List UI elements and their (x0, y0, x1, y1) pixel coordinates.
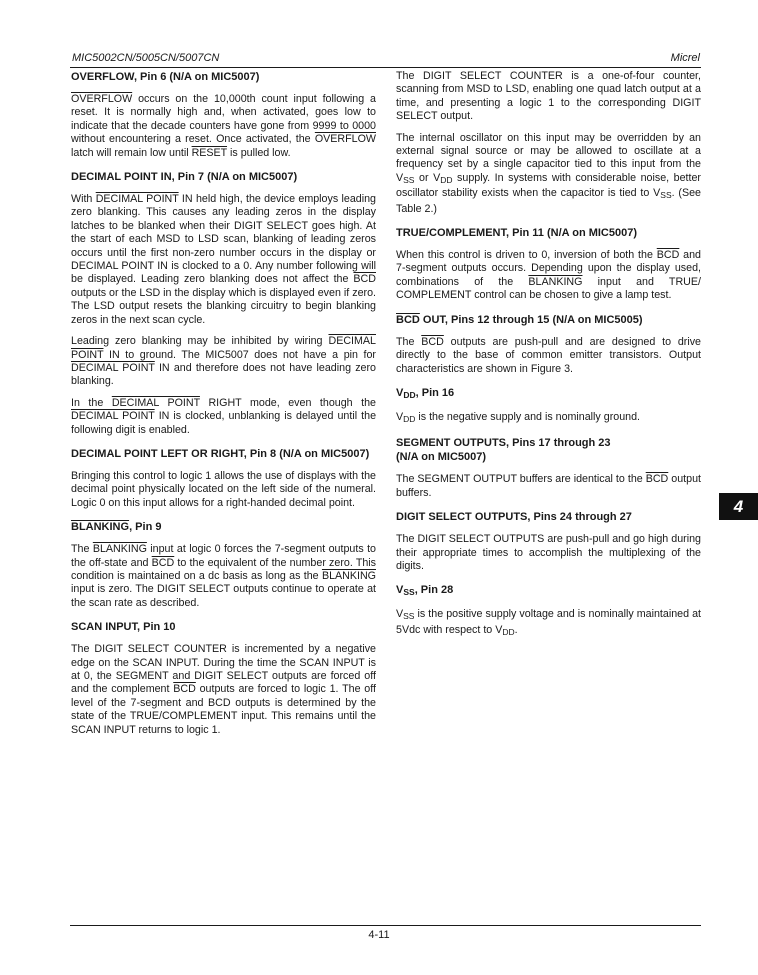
decimal-point-in-paragraph-3: In the DECIMAL POINT RIGHT mode, even though the DECIMAL POINT IN is clocked, unblanking is delayed until the following digit is enabled. (71, 396, 377, 436)
true-complement-paragraph: When this control is driven to 0, inversion of both the $\overline{BCD}$ and 7-segment outputs occurs. Depending upon the display used, combinations of the BLANKING input and TRUE/ COMPLEMENT control can be chosen to give a lamp test. (396, 249, 701, 302)
bcd-out-heading: BCD OUT, Pins 12 through 15 (N/A on MIC5005) (396, 313, 643, 326)
blanking-paragraph: The BLANKING input at logic 0 forces the 7-segment outputs to the off-state and $\overline{BCD}$ to the equivalent of the number zero. This condition is maintained on a dc basis as long as the BLANKING input is zero. The DIGIT SELECT outputs continue to operate at the scan rate as described. (71, 543, 377, 609)
segment-outputs-paragraph: The SEGMENT OUTPUT buffers are identical to the $\overline{BCD}$ output buffers. (396, 473, 701, 499)
decimal-point-left-right-paragraph: Bringing this control to logic 1 allows the use of displays with the decimal point physically located on the left side of the numeral. Logic 0 on this input allows for a right-handed decimal point. (71, 469, 376, 509)
digit-select-outputs-paragraph: The DIGIT SELECT OUTPUTS are push-pull and go high during their appropriate times to accomplish the multiplexing of the digits. (396, 533, 701, 572)
scan-input-heading: SCAN INPUT, Pin 10 (71, 621, 176, 634)
section-tab-marker: 4 (719, 493, 758, 520)
vss-paragraph: $V_{SS}$ is the positive supply voltage and is nominally maintained at 5Vdc with respect to $V_{DD}$. (396, 608, 701, 637)
page-number: 4-11 (368, 929, 390, 941)
digit-select-counter-paragraph: The DIGIT SELECT COUNTER is a one-of-four counter, scanning from MSD to LSD, enabling one quad latch output at a time, and presenting a logic 1 to the corresponding DIGIT SELECT output. (396, 70, 701, 123)
decimal-point-in-heading: DECIMAL POINT IN, Pin 7 (N/A on MIC5007) (71, 171, 298, 184)
vdd-heading: $V_{DD}$, Pin 16 (396, 386, 455, 400)
scan-input-paragraph: The DIGIT SELECT COUNTER is incremented by a negative edge on the SCAN INPUT. During the time the SCAN INPUT is at 0, the SEGMENT and DIGIT SELECT outputs are forced off and the complement $\overline{BCD}$ outputs are forced to logic 1. The off level of the 7-segment and BCD outputs is determined by the state of the TRUE/COMPLEMENT input. This remains until the SCAN INPUT returns to logic 1. (71, 643, 376, 736)
header-brand: Micrel (670, 52, 700, 64)
digit-select-outputs-heading: DIGIT SELECT OUTPUTS, Pins 24 through 27 (396, 511, 632, 524)
vss-heading: $V_{SS}$, Pin 28 (396, 584, 454, 598)
bcd-out-paragraph: The $\overline{BCD}$ outputs are push-pull and are designed to drive directly to the base of common emitter transistors. Output characteristics are shown in Figure 3. (396, 335, 702, 375)
footer-rule (70, 925, 701, 926)
segment-outputs-heading: SEGMENT OUTPUTS, Pins 17 through 23 (N/A on MIC5007) (396, 437, 611, 464)
decimal-point-in-paragraph-2: Leading zero blanking may be inhibited by wiring DECIMAL POINT IN to ground. The MIC5007 does not have a pin for DECIMAL POINT IN and therefore does not have leading zero blanking. (71, 335, 376, 388)
blanking-heading: BLANKING, Pin 9 (71, 521, 162, 534)
overflow-paragraph: OVERFLOW occurs on the 10,000th count input following a reset. It is normally high and, when activated, goes low to indicate that the decade counters have gone from 9999 to 0000 without encountering a reset. Once activated, the OVERFLOW latch will remain low until RESET is pulled low. (71, 93, 376, 159)
header-rule (70, 67, 701, 68)
vdd-paragraph: $V_{DD}$ is the negative supply and is nominally ground. (396, 410, 640, 424)
decimal-point-in-paragraph-1: With DECIMAL POINT IN held high, the device employs leading zero blanking. This causes any leading zeros in the display latches to be blanked when their DIGIT SELECT goes high. At the start of each MSD to LSD scan, blanking of leading zeros occurs until the first non-zero number occurs in the display or DECIMAL POINT IN is clocked to a 0. Any number following will be displayed. Leading zero blanking does not affect the $\overline{BCD}$ outputs or the LSD in the display which is displayed even if zero. The LSD output resets the blanking circuitry to begin blanking zeros in the next scan cycle. (71, 193, 376, 326)
right-column (396, 70, 701, 647)
header-part-number: MIC5002CN/5005CN/5007CN (72, 52, 220, 64)
true-complement-heading: TRUE/COMPLEMENT, Pin 11 (N/A on MIC5007) (396, 227, 638, 240)
left-column (71, 70, 376, 745)
overflow-heading: OVERFLOW, Pin 6 (N/A on MIC5007) (71, 71, 260, 83)
oscillator-paragraph: The internal oscillator on this input may be overridden by an external signal source or may be allowed to oscillate at a frequency set by a single capacitor tied to this input from the $V_{SS}$ or $V_{DD}$ supply. In systems with considerable noise, better oscillator stability exists when the capacitor is tied to $V_{SS}$. (See Table 2.) (396, 131, 701, 215)
decimal-point-left-right-heading: DECIMAL POINT LEFT OR RIGHT, Pin 8 (N/A on MIC5007) (71, 447, 370, 460)
